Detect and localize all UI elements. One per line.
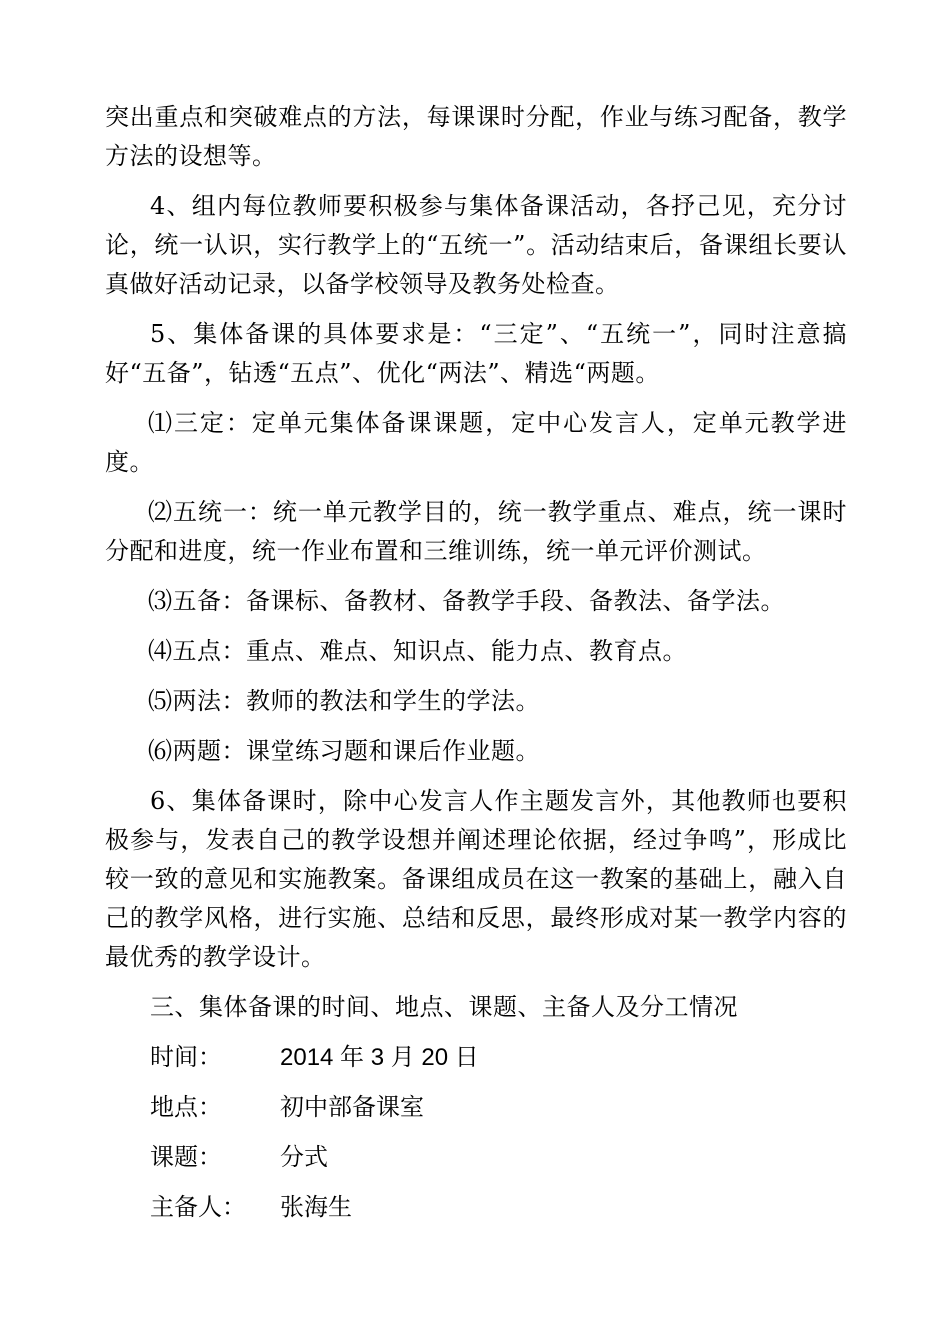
subitem-wu-tong-yi: ⑵五统一：统一单元教学目的，统一教学重点、难点，统一课时分配和进度，统一作业布置和三维训练，统一单元评价测试。 xyxy=(105,498,847,565)
subitem-san-ding: ⑴三定：定单元集体备课课题，定中心发言人，定单元教学进度。 xyxy=(105,409,847,476)
info-label: 时间： xyxy=(150,1043,222,1071)
paragraph-item-4: 4、组内每位教师要积极参与集体备课活动，各抒己见，充分讨论，统一认识，实行教学上的“五统一”。活动结束后，备课组长要认真做好活动记录，以备学校领导及教务处检查。 xyxy=(105,192,847,298)
subitem-wu-dian: ⑷五点：重点、难点、知识点、能力点、教育点。 xyxy=(148,637,687,665)
paragraph-item-6: 6、集体备课时，除中心发言人作主题发言外，其他教师也要积极参与，发表自己的教学设想并阐述理论依据，经过争鸣”，形成比较一致的意见和实施教案。备课组成员在这一教案的基础上，融入自己的教学风格，进行实施、总结和反思，最终形成对某一教学内容的最优秀的教学设计。 xyxy=(105,787,847,971)
info-value: 初中部备课室 xyxy=(280,1093,424,1121)
info-label: 课题： xyxy=(150,1143,222,1171)
paragraph-methods: 突出重点和突破难点的方法，每课课时分配，作业与练习配备，教学方法的设想等。 xyxy=(105,103,847,170)
info-label: 地点： xyxy=(150,1093,222,1121)
info-row-topic xyxy=(105,1138,847,1177)
subitem-liang-ti: ⑹两题：课堂练习题和课后作业题。 xyxy=(148,737,540,765)
subitem-wu-bei: ⑶五备：备课标、备教材、备教学手段、备教法、备学法。 xyxy=(148,587,785,615)
document-page xyxy=(105,98,847,1238)
subitem-liang-fa: ⑸两法：教师的教法和学生的学法。 xyxy=(148,687,540,715)
info-row-time xyxy=(105,1038,847,1077)
paragraph-item-5: 5、集体备课的具体要求是：“三定”、“五统一”，同时注意搞好“五备”，钻透“五点”、优化“两法”、精选“两题。 xyxy=(105,320,847,387)
info-label: 主备人： xyxy=(150,1193,246,1221)
info-value: 分式 xyxy=(280,1143,328,1171)
section-heading-3: 三、集体备课的时间、地点、课题、主备人及分工情况 xyxy=(150,993,738,1021)
info-value: 张海生 xyxy=(280,1193,352,1221)
info-row-lead-preparer xyxy=(105,1188,847,1227)
info-value: 2014 年 3 月 20 日 xyxy=(280,1044,479,1071)
info-row-location xyxy=(105,1088,847,1127)
